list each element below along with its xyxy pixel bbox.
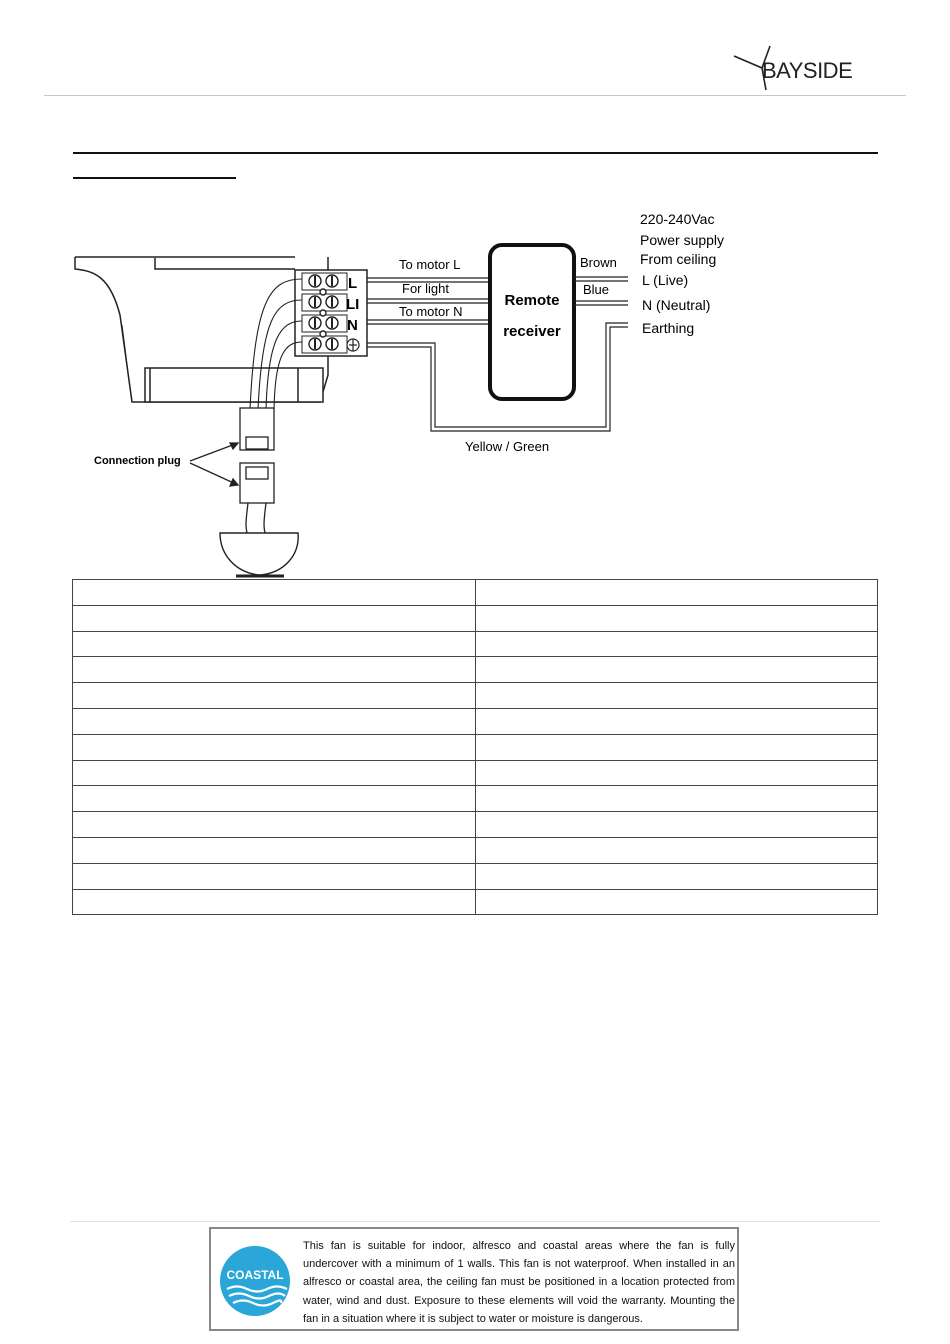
table-cell [475, 812, 878, 838]
table-cell [475, 605, 878, 631]
table-cell [73, 837, 476, 863]
table-cell [73, 812, 476, 838]
header-divider [44, 95, 906, 96]
brand-name: BAYSIDE [762, 58, 853, 83]
table-row [73, 657, 878, 683]
section-rule [73, 152, 878, 154]
terminal-l-label: L [348, 275, 358, 292]
supply-line3-label: From ceiling [640, 251, 717, 267]
table-cell [475, 760, 878, 786]
table-cell [475, 863, 878, 889]
terminal-block [295, 270, 367, 356]
table-cell [73, 863, 476, 889]
table-row [73, 889, 878, 915]
receiver-label-line1: Remote [504, 292, 560, 309]
for-light-label: For light [402, 281, 449, 296]
table-row [73, 631, 878, 657]
to-motor-n-label: To motor N [399, 304, 463, 319]
table-row [73, 760, 878, 786]
table-row [73, 580, 878, 606]
section-title-underline [73, 177, 236, 179]
table-cell [475, 683, 878, 709]
neutral-label: N (Neutral) [642, 297, 711, 313]
supply-line2-label: Power supply [640, 232, 725, 248]
table-row [73, 734, 878, 760]
table-cell [475, 580, 878, 606]
light-bowl [220, 533, 298, 575]
table-cell [73, 786, 476, 812]
blue-wire-label: Blue [583, 282, 610, 297]
earthing-label: Earthing [642, 320, 695, 336]
table-cell [73, 631, 476, 657]
table-cell [475, 889, 878, 915]
connection-plug [240, 408, 274, 540]
table-cell [73, 760, 476, 786]
table-cell [73, 683, 476, 709]
coastal-notice [209, 1227, 739, 1331]
table-row [73, 683, 878, 709]
table-cell [475, 657, 878, 683]
table-cell [73, 708, 476, 734]
table-cell [475, 708, 878, 734]
table-cell [73, 889, 476, 915]
yellow-green-label: Yellow / Green [465, 439, 550, 454]
coastal-badge-label: COASTAL [226, 1268, 284, 1282]
plug-pointer-arrows [190, 443, 238, 486]
table-cell [475, 786, 878, 812]
table-row [73, 605, 878, 631]
terminal-li-label: LI [346, 296, 360, 313]
table-cell [475, 734, 878, 760]
wiring-table [72, 579, 878, 915]
table-cell [73, 657, 476, 683]
table-row [73, 812, 878, 838]
wiring-diagram [70, 205, 760, 580]
table-cell [73, 580, 476, 606]
brown-wire-label: Brown [580, 255, 617, 270]
table-cell [73, 734, 476, 760]
fan-canopy [75, 257, 328, 402]
table-cell [475, 837, 878, 863]
terminal-n-label: N [347, 317, 358, 334]
footer-divider [70, 1221, 880, 1222]
table-row [73, 708, 878, 734]
table-row [73, 837, 878, 863]
live-label: L (Live) [642, 272, 689, 288]
supply-voltage-label: 220-240Vac [640, 211, 715, 227]
table-row [73, 786, 878, 812]
connection-plug-label: Connection plug [94, 455, 181, 467]
coastal-badge-icon [219, 1245, 291, 1317]
coastal-notice-text: This fan is suitable for indoor, alfresco and coastal areas where the fan is fully undercover with a minimum of 1 walls. This fan is not waterproof. When installed in an alfresco or coastal area, the ceiling fan must be positioned in a location protected from water, wind and dust. Exposure to these elements will void the warranty. Mounting the fan in a situation where it is subject to water or moisture is dangerous. [303, 1240, 735, 1325]
remote-receiver-box [490, 245, 574, 399]
to-motor-l-label: To motor L [399, 257, 461, 272]
receiver-label-line2: receiver [503, 323, 561, 340]
table-row [73, 863, 878, 889]
table-cell [73, 605, 476, 631]
table-cell [475, 631, 878, 657]
